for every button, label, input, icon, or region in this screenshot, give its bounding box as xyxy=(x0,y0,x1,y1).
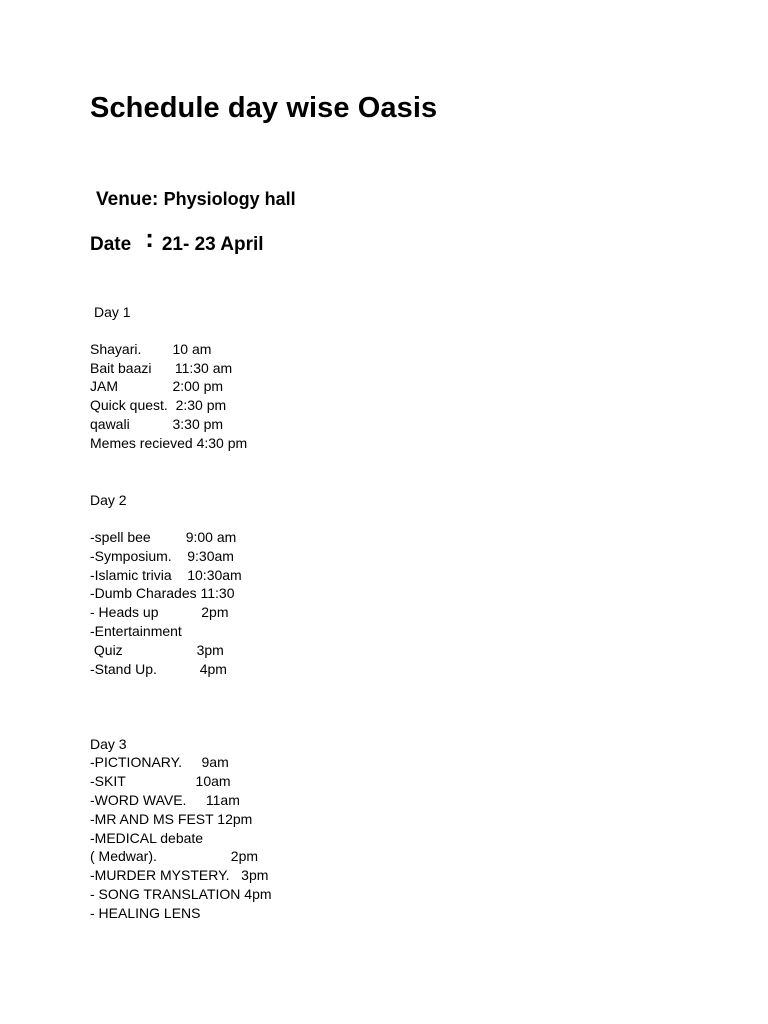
day2-item: -Symposium. 9:30am xyxy=(90,548,234,564)
day3-item: -WORD WAVE. 11am xyxy=(90,792,240,808)
day3-item: - HEALING LENS xyxy=(90,905,201,921)
day1-item: qawali 3:30 pm xyxy=(90,416,224,432)
venue-line xyxy=(96,189,296,211)
day1-item: Shayari. 10 am xyxy=(90,341,212,357)
date-separator: : xyxy=(145,223,154,253)
venue-value: Physiology hall xyxy=(163,189,296,209)
day2-item: -Stand Up. 4pm xyxy=(90,661,227,677)
day2-item: -Dumb Charades 11:30 xyxy=(90,585,235,601)
day1-item: Bait baazi 11:30 am xyxy=(90,360,233,376)
date-line xyxy=(90,223,264,257)
day1-item: Quick quest. 2:30 pm xyxy=(90,397,227,413)
day3-item: -MEDICAL debate xyxy=(90,830,204,846)
page-title: Schedule day wise Oasis xyxy=(90,92,438,124)
day1-item: Memes recieved 4:30 pm xyxy=(90,435,248,451)
day2-item: -spell bee 9:00 am xyxy=(90,529,237,545)
day2-item: -Entertainment xyxy=(90,623,182,639)
day3-item: ( Medwar). 2pm xyxy=(90,848,259,864)
venue-label: Venue: xyxy=(96,189,159,210)
day2-item: Quiz 3pm xyxy=(90,642,224,658)
day3-heading: Day 3 xyxy=(90,736,127,752)
day2-heading: Day 2 xyxy=(90,492,127,508)
day3-item: -MR AND MS FEST 12pm xyxy=(90,811,253,827)
day1-item: JAM 2:00 pm xyxy=(90,378,224,394)
day2-item: - Heads up 2pm xyxy=(90,604,229,620)
date-value: 21- 23 April xyxy=(161,234,264,255)
date-label: Date xyxy=(90,234,132,255)
day3-item: -SKIT 10am xyxy=(90,773,231,789)
day3-item: - SONG TRANSLATION 4pm xyxy=(90,886,272,902)
day2-item: -Islamic trivia 10:30am xyxy=(90,567,242,583)
day3-item: -MURDER MYSTERY. 3pm xyxy=(90,867,269,883)
day1-heading: Day 1 xyxy=(94,304,131,320)
day3-item: -PICTIONARY. 9am xyxy=(90,754,229,770)
